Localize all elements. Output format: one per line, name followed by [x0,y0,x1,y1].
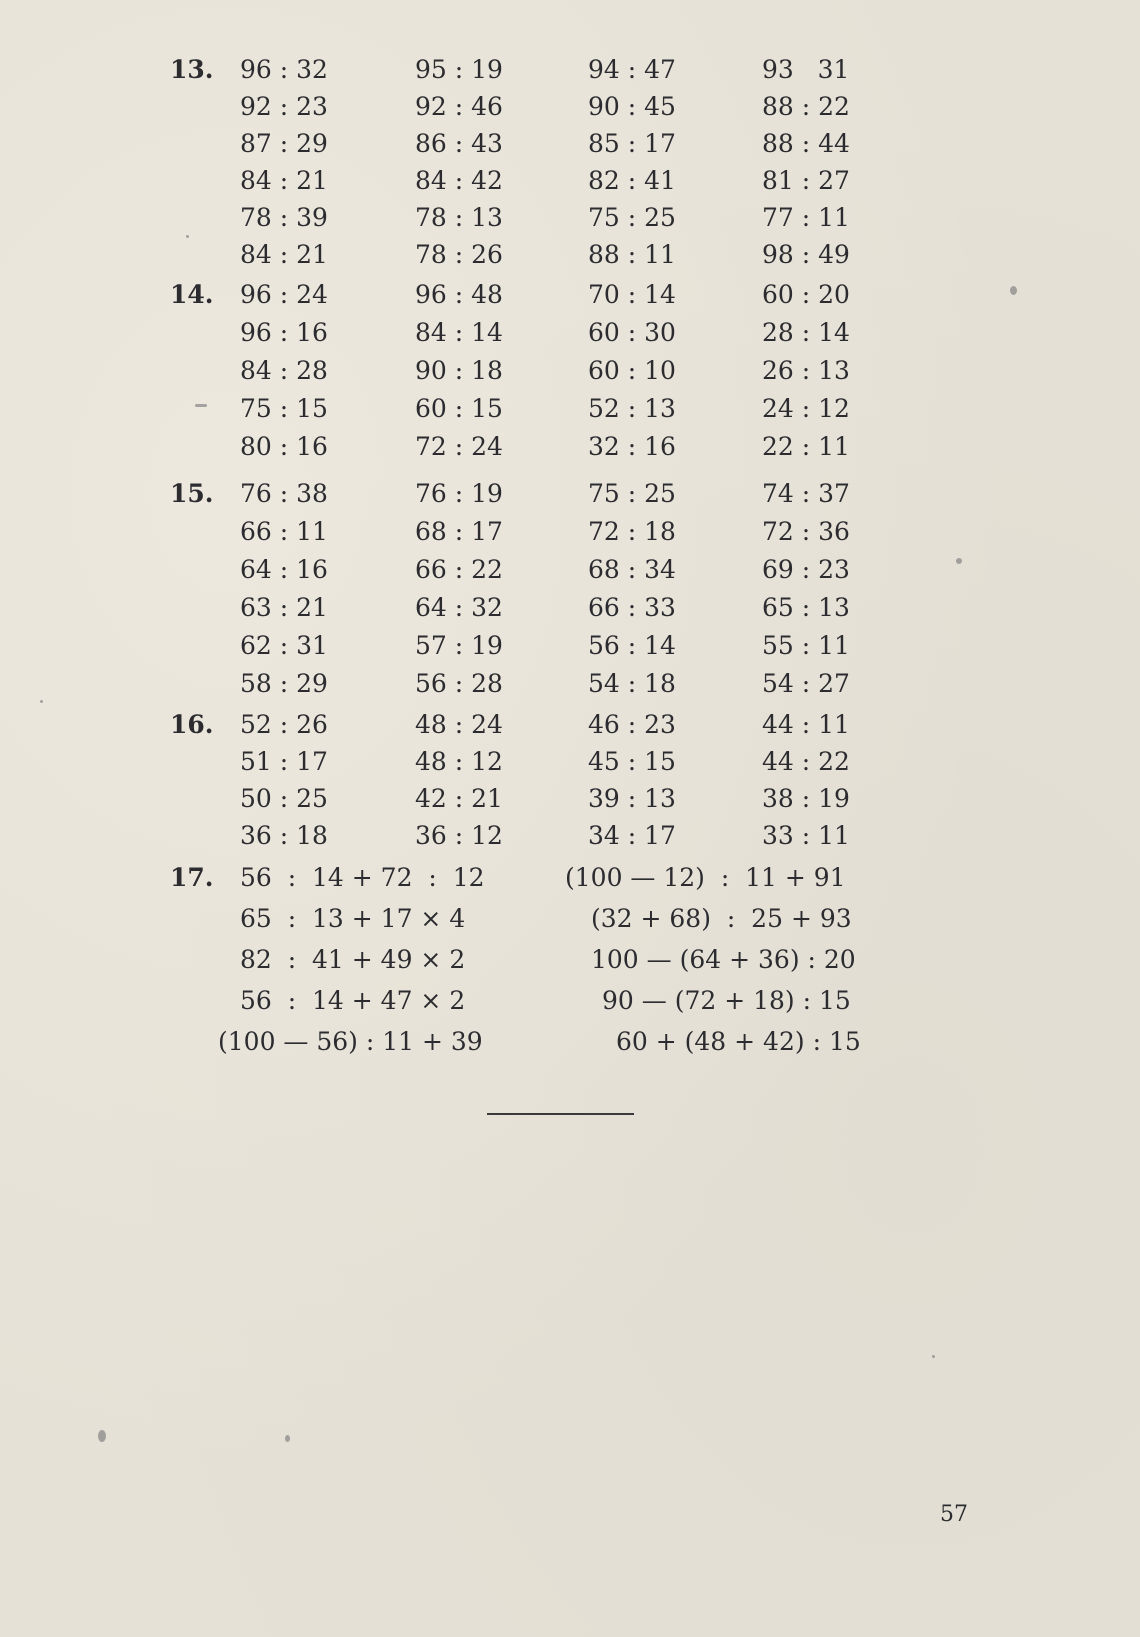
expression: 100 — (64 + 36) : 20 [591,945,856,974]
expression: 56 : 14 + 72 : 12 [240,863,485,892]
division-problem: 52 : 26 [240,710,328,739]
problem-row [0,237,1140,273]
division-problem: 69 : 23 [762,555,850,584]
division-problem: 90 : 18 [415,356,503,385]
division-problem: 86 : 43 [415,129,503,158]
division-problem: 36 : 12 [415,821,503,850]
problem-row [0,628,1140,664]
division-problem: 68 : 17 [415,517,503,546]
exercise-number: 15. [170,479,214,508]
division-problem: 70 : 14 [588,280,676,309]
division-problem: 66 : 11 [240,517,328,546]
division-problem: 48 : 24 [415,710,503,739]
division-problem: 87 : 29 [240,129,328,158]
division-problem: 72 : 36 [762,517,850,546]
division-problem: 88 : 11 [588,240,676,269]
division-problem: 51 : 17 [240,747,328,776]
division-problem: 56 : 28 [415,669,503,698]
division-problem: 36 : 18 [240,821,328,850]
problem-row [0,89,1140,125]
division-problem: 34 : 17 [588,821,676,850]
division-problem: 54 : 27 [762,669,850,698]
expression: 82 : 41 + 49 × 2 [240,945,466,974]
problem-row [0,476,1140,512]
expression: 90 — (72 + 18) : 15 [602,986,851,1015]
division-problem: 74 : 37 [762,479,850,508]
division-problem: 66 : 22 [415,555,503,584]
division-problem: 84 : 21 [240,240,328,269]
division-problem: 96 : 24 [240,280,328,309]
division-problem: 82 : 41 [588,166,676,195]
division-problem: 42 : 21 [415,784,503,813]
paper-speck [195,404,207,407]
problem-row [0,353,1140,389]
expression: (32 + 68) : 25 + 93 [591,904,852,933]
expression: 56 : 14 + 47 × 2 [240,986,466,1015]
division-problem: 38 : 19 [762,784,850,813]
division-problem: 44 : 22 [762,747,850,776]
division-problem: 60 : 20 [762,280,850,309]
expression: 65 : 13 + 17 × 4 [240,904,466,933]
division-problem: 56 : 14 [588,631,676,660]
division-problem: 33 : 11 [762,821,850,850]
division-problem: 75 : 25 [588,203,676,232]
paper-speck [98,1430,106,1442]
division-problem: 52 : 13 [588,394,676,423]
division-problem: 64 : 16 [240,555,328,584]
division-problem: 84 : 28 [240,356,328,385]
division-problem: 92 : 46 [415,92,503,121]
division-problem: 66 : 33 [588,593,676,622]
exercise-number: 14. [170,280,214,309]
division-problem: 28 : 14 [762,318,850,347]
division-problem: 32 : 16 [588,432,676,461]
division-problem: 84 : 14 [415,318,503,347]
division-problem: 26 : 13 [762,356,850,385]
division-problem: 62 : 31 [240,631,328,660]
problem-row [0,707,1140,743]
division-problem: 85 : 17 [588,129,676,158]
division-problem: 88 : 22 [762,92,850,121]
division-problem: 68 : 34 [588,555,676,584]
expression: (100 — 56) : 11 + 39 [218,1027,483,1056]
division-problem: 84 : 21 [240,166,328,195]
problem-row [0,429,1140,465]
division-problem: 90 : 45 [588,92,676,121]
division-problem: 55 : 11 [762,631,850,660]
division-problem: 93 31 [762,55,850,84]
problem-row [0,315,1140,351]
problem-row [0,590,1140,626]
problem-row [0,200,1140,236]
division-problem: 44 : 11 [762,710,850,739]
division-problem: 78 : 13 [415,203,503,232]
division-problem: 60 : 10 [588,356,676,385]
paper-speck [1010,286,1017,295]
division-problem: 60 : 15 [415,394,503,423]
division-problem: 76 : 19 [415,479,503,508]
page-number: 57 [940,1502,968,1527]
division-problem: 60 : 30 [588,318,676,347]
division-problem: 75 : 15 [240,394,328,423]
division-problem: 24 : 12 [762,394,850,423]
division-problem: 48 : 12 [415,747,503,776]
division-problem: 45 : 15 [588,747,676,776]
division-problem: 77 : 11 [762,203,850,232]
division-problem: 81 : 27 [762,166,850,195]
division-problem: 76 : 38 [240,479,328,508]
division-problem: 72 : 18 [588,517,676,546]
problem-row [0,514,1140,550]
problem-row [0,277,1140,313]
division-problem: 64 : 32 [415,593,503,622]
division-problem: 65 : 13 [762,593,850,622]
section-divider [487,1113,634,1115]
problem-row [0,744,1140,780]
problem-row [0,126,1140,162]
division-problem: 50 : 25 [240,784,328,813]
exercise-number: 13. [170,55,214,84]
division-problem: 96 : 32 [240,55,328,84]
division-problem: 39 : 13 [588,784,676,813]
division-problem: 95 : 19 [415,55,503,84]
problem-row [0,666,1140,702]
paper-speck [956,558,962,564]
division-problem: 78 : 39 [240,203,328,232]
division-problem: 80 : 16 [240,432,328,461]
division-problem: 96 : 16 [240,318,328,347]
exercise-number: 16. [170,710,214,739]
paper-speck [932,1355,935,1358]
division-problem: 94 : 47 [588,55,676,84]
division-problem: 96 : 48 [415,280,503,309]
exercise-number: 17. [170,863,214,892]
problem-row [0,818,1140,854]
division-problem: 57 : 19 [415,631,503,660]
expression: (100 — 12) : 11 + 91 [565,863,846,892]
problem-row [0,391,1140,427]
problem-row [0,781,1140,817]
paper-speck [285,1435,290,1442]
division-problem: 92 : 23 [240,92,328,121]
paper-speck [40,700,43,703]
problem-row [0,52,1140,88]
division-problem: 63 : 21 [240,593,328,622]
division-problem: 54 : 18 [588,669,676,698]
problem-row [0,552,1140,588]
division-problem: 84 : 42 [415,166,503,195]
division-problem: 22 : 11 [762,432,850,461]
division-problem: 46 : 23 [588,710,676,739]
expression: 60 + (48 + 42) : 15 [616,1027,861,1056]
division-problem: 78 : 26 [415,240,503,269]
problem-row [0,163,1140,199]
division-problem: 72 : 24 [415,432,503,461]
paper-speck [186,235,189,238]
division-problem: 58 : 29 [240,669,328,698]
division-problem: 98 : 49 [762,240,850,269]
division-problem: 88 : 44 [762,129,850,158]
division-problem: 75 : 25 [588,479,676,508]
